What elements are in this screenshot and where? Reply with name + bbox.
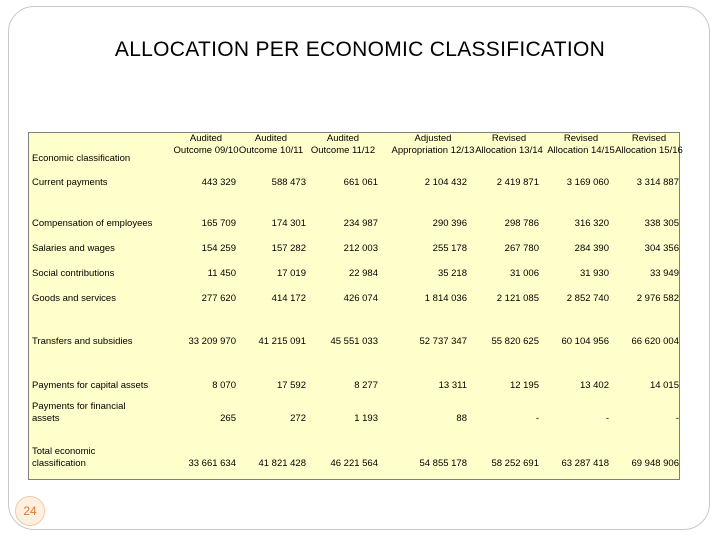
table-cell: 290 396 [432,218,467,229]
table-cell: 8 277 [354,380,378,391]
column-header [307,133,379,159]
row-label: Goods and services [32,293,116,304]
table-cell: 11 450 [207,268,236,279]
table-cell: 3 169 060 [566,177,609,188]
table-cell: 2 852 740 [566,293,609,304]
column-header-line1: Audited [189,133,223,144]
row-label: Current payments [32,177,108,188]
table-cell: 41 821 428 [258,458,306,469]
table-cell: 2 976 582 [636,293,679,304]
column-header-line1: Revised [631,133,667,144]
table-cell: 52 737 347 [419,336,467,347]
table-cell: 661 061 [343,177,378,188]
table-cell: 2 104 432 [424,177,467,188]
table-cell: 3 314 887 [636,177,679,188]
column-header-line2: Allocation 14/15 [547,145,615,156]
table-cell: 316 320 [574,218,609,229]
corner-label: Economic classification [32,153,131,164]
column-header [235,133,307,159]
table-cell: - [535,413,539,424]
table-cell: 31 930 [579,268,609,279]
table-cell: 63 287 418 [561,458,609,469]
row-label: Payments for capital assets [32,380,149,391]
table-cell: 165 709 [201,218,236,229]
table-cell: 60 104 956 [561,336,609,347]
table-cell: 265 [220,413,236,424]
column-header [383,133,483,159]
table-cell: 88 [456,413,467,424]
column-header [612,133,686,159]
row-label: Payments for financial assets [32,401,126,424]
table-cell: 17 592 [276,380,306,391]
page-number-badge [15,496,45,526]
slide-title: ALLOCATION PER ECONOMIC CLASSIFICATION [114,38,606,61]
table-cell: 22 984 [348,268,378,279]
table-cell: 12 195 [509,380,539,391]
column-header-line2: Appropriation 12/13 [391,145,475,156]
table-cell: 33 209 970 [188,336,236,347]
table-cell: 426 074 [343,293,378,304]
column-header-line2: Outcome 11/12 [310,145,376,156]
table-cell: 54 855 178 [419,458,467,469]
table-cell: 13 311 [438,380,467,391]
table-cell: 414 172 [271,293,306,304]
row-label: Total economic classification [32,446,96,469]
column-header-line2: Outcome 10/11 [238,145,304,156]
column-header-line1: Audited [254,133,288,144]
table-cell: 33 949 [649,268,679,279]
table-cell: 46 221 564 [330,458,378,469]
row-label: Social contributions [32,268,115,279]
column-header [166,133,246,159]
column-header-line2: Allocation 15/16 [615,145,683,156]
table-cell: 55 820 625 [491,336,539,347]
table-cell: 35 218 [437,268,467,279]
table-cell: 284 390 [574,243,609,254]
column-header-line2: Outcome 09/10 [173,145,239,156]
table-cell: 255 178 [432,243,467,254]
row-label: Compensation of employees [32,218,153,229]
table-cell: 588 473 [271,177,306,188]
table-cell: 338 305 [644,218,679,229]
table-cell: 277 620 [201,293,236,304]
column-header [545,133,617,159]
column-header-line1: Audited [326,133,360,144]
table-cell: 298 786 [504,218,539,229]
table-cell: 69 948 906 [631,458,679,469]
table-cell: 17 019 [276,268,306,279]
table-cell: 8 070 [212,380,236,391]
row-label: Transfers and subsidies [32,336,133,347]
column-header-line1: Revised [491,133,527,144]
page-number: 24 [23,504,37,518]
table-cell: 1 193 [354,413,378,424]
table-cell: 174 301 [271,218,306,229]
table-cell: 267 780 [504,243,539,254]
table-cell: 41 215 091 [258,336,306,347]
column-header-line1: Revised [563,133,599,144]
table-cell: 304 356 [644,243,679,254]
table-cell: 2 121 085 [496,293,539,304]
table-cell: 33 661 634 [188,458,236,469]
table-cell: 157 282 [271,243,306,254]
row-label: Salaries and wages [32,243,115,254]
table-cell: 1 814 036 [424,293,467,304]
table-cell: 443 329 [201,177,236,188]
table-cell: 154 259 [201,243,236,254]
table-cell: 14 015 [649,380,679,391]
allocation-table [28,132,683,480]
table-cell: - [675,413,679,424]
table-cell: - [605,413,609,424]
column-header-line1: Adjusted [414,133,452,144]
table-cell: 2 419 871 [496,177,539,188]
table-cell: 45 551 033 [330,336,378,347]
table-cell: 272 [290,413,306,424]
column-header-line2: Allocation 13/14 [475,145,543,156]
table-cell: 234 987 [343,218,378,229]
column-header [469,133,549,159]
table-cell: 58 252 691 [491,458,539,469]
table-cell: 212 003 [343,243,378,254]
table-cell: 13 402 [579,380,609,391]
table-cell: 66 620 004 [631,336,679,347]
table-cell: 31 006 [509,268,539,279]
